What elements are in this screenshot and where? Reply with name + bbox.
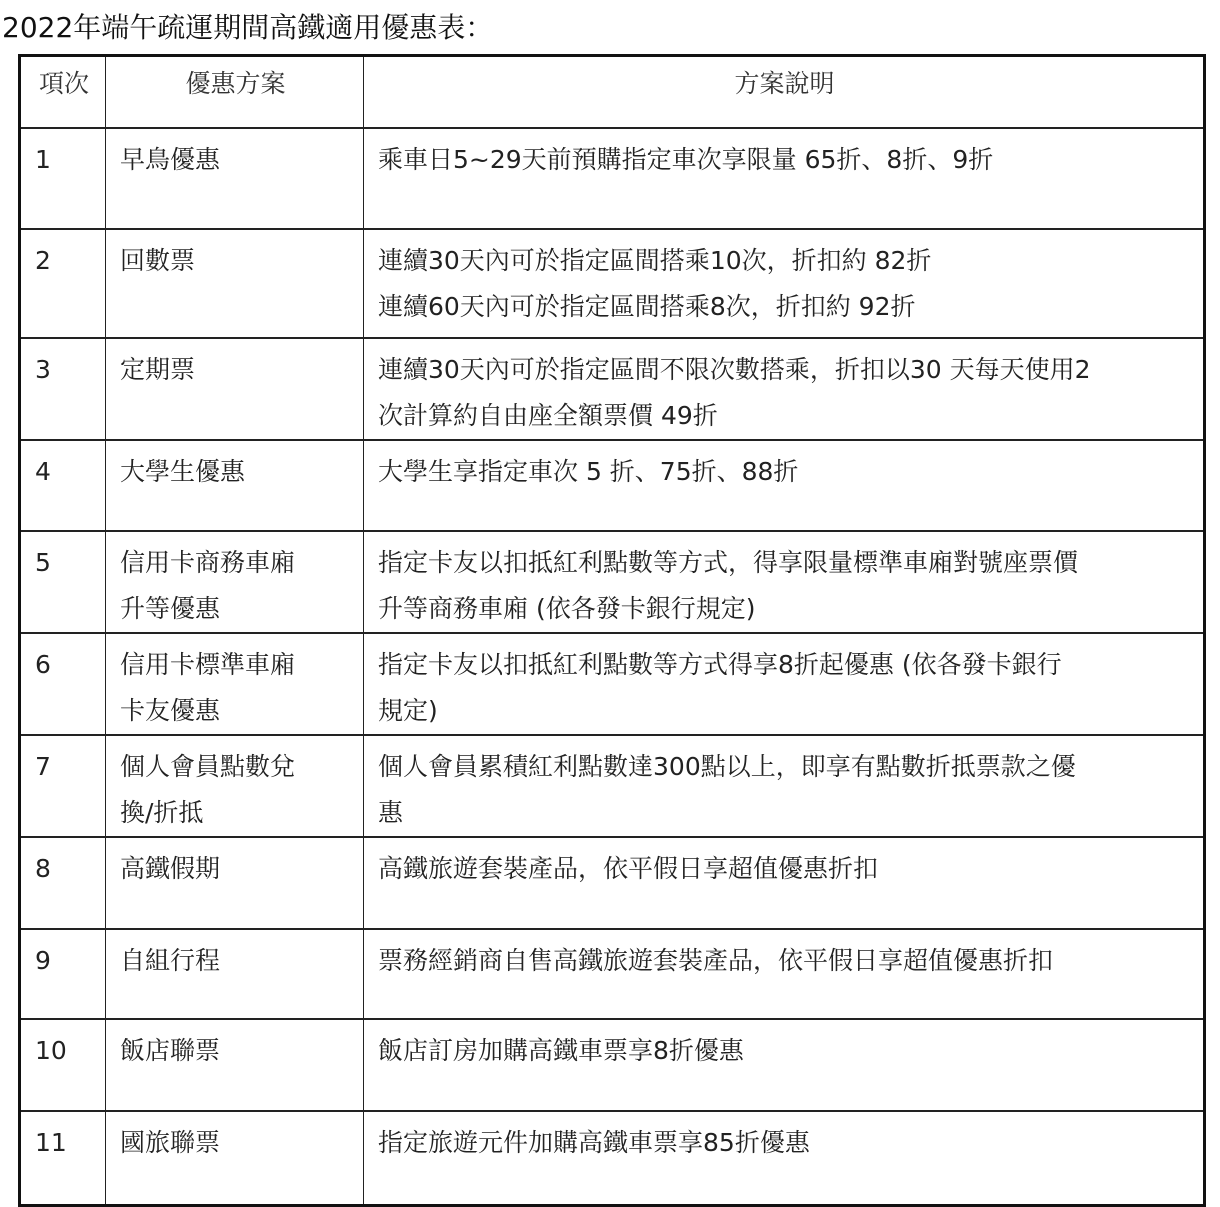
plan-description: 次計算約自由座全額票價 49折 <box>378 400 718 430</box>
plan-name-cell <box>106 1111 364 1206</box>
plan-name: 升等優惠 <box>120 593 221 623</box>
plan-name-cell <box>106 735 364 837</box>
row-number: 11 <box>20 1111 106 1206</box>
plan-description: 連續30天內可於指定區間搭乘10次，折扣約 82折 <box>378 245 932 275</box>
row-number: 7 <box>20 735 106 837</box>
column-header-name: 優惠方案 <box>106 56 364 128</box>
row-number: 3 <box>20 338 106 440</box>
row-number: 4 <box>20 440 106 531</box>
plan-description: 個人會員累積紅利點數達300點以上，即享有點數折抵票款之優 <box>378 751 1076 781</box>
plan-name: 飯店聯票 <box>120 1035 221 1065</box>
plan-name: 高鐵假期 <box>120 853 221 883</box>
row-number: 2 <box>20 229 106 338</box>
plan-description: 高鐵旅遊套裝產品，依平假日享超值優惠折扣 <box>378 853 879 883</box>
plan-description-cell <box>364 633 1205 735</box>
plan-description-cell <box>364 338 1205 440</box>
plan-name-cell <box>106 531 364 633</box>
table-row <box>20 929 1205 1019</box>
plan-description-cell <box>364 1111 1205 1206</box>
plan-description: 乘車日5~29天前預購指定車次享限量 65折、8折、9折 <box>378 144 994 174</box>
page-title: 2022年端午疏運期間高鐵適用優惠表： <box>2 11 494 44</box>
discount-table <box>18 54 1206 1207</box>
table-row <box>20 128 1205 229</box>
table-row <box>20 531 1205 633</box>
table-header-row <box>20 56 1205 128</box>
plan-name-cell <box>106 837 364 929</box>
plan-name-cell <box>106 929 364 1019</box>
table-row <box>20 633 1205 735</box>
plan-description-cell <box>364 929 1205 1019</box>
plan-name: 大學生優惠 <box>120 456 246 486</box>
plan-name-cell <box>106 440 364 531</box>
column-header-no: 項次 <box>20 56 106 128</box>
plan-name: 卡友優惠 <box>120 695 221 725</box>
plan-name: 個人會員點數兌 <box>120 751 296 781</box>
plan-description: 升等商務車廂 (依各發卡銀行規定) <box>378 593 756 623</box>
plan-name: 信用卡標準車廂 <box>120 649 296 679</box>
plan-description: 指定卡友以扣抵紅利點數等方式，得享限量標準車廂對號座票價 <box>378 547 1079 577</box>
plan-name: 換/折抵 <box>120 797 204 827</box>
plan-description: 指定旅遊元件加購高鐵車票享85折優惠 <box>378 1127 810 1157</box>
plan-name-cell <box>106 338 364 440</box>
plan-name-cell <box>106 229 364 338</box>
row-number: 6 <box>20 633 106 735</box>
table-row <box>20 837 1205 929</box>
plan-name-cell <box>106 633 364 735</box>
table-row <box>20 338 1205 440</box>
plan-name: 回數票 <box>120 245 196 275</box>
plan-description-cell <box>364 229 1205 338</box>
plan-description: 規定) <box>378 695 438 725</box>
plan-description-cell <box>364 128 1205 229</box>
row-number: 5 <box>20 531 106 633</box>
plan-description: 指定卡友以扣抵紅利點數等方式得享8折起優惠 (依各發卡銀行 <box>378 649 1062 679</box>
plan-description-cell <box>364 735 1205 837</box>
plan-description: 連續30天內可於指定區間不限次數搭乘，折扣以30 天每天使用2 <box>378 354 1091 384</box>
plan-description-cell <box>364 531 1205 633</box>
table-row <box>20 229 1205 338</box>
plan-description-cell <box>364 1019 1205 1111</box>
row-number: 9 <box>20 929 106 1019</box>
plan-description-cell <box>364 440 1205 531</box>
plan-name: 定期票 <box>120 354 196 384</box>
plan-description: 惠 <box>378 797 404 827</box>
plan-description-cell <box>364 837 1205 929</box>
plan-description: 飯店訂房加購高鐵車票享8折優惠 <box>378 1035 744 1065</box>
plan-name: 自組行程 <box>120 945 221 975</box>
plan-name-cell <box>106 1019 364 1111</box>
plan-name-cell <box>106 128 364 229</box>
table-row <box>20 735 1205 837</box>
plan-description: 票務經銷商自售高鐵旅遊套裝產品，依平假日享超值優惠折扣 <box>378 945 1054 975</box>
table-row <box>20 1111 1205 1206</box>
plan-name: 早鳥優惠 <box>120 144 221 174</box>
table-row <box>20 1019 1205 1111</box>
plan-name: 國旅聯票 <box>120 1127 221 1157</box>
plan-name: 信用卡商務車廂 <box>120 547 296 577</box>
plan-description: 大學生享指定車次 5 折、75折、88折 <box>378 456 799 486</box>
row-number: 8 <box>20 837 106 929</box>
plan-description: 連續60天內可於指定區間搭乘8次，折扣約 92折 <box>378 291 916 321</box>
row-number: 1 <box>20 128 106 229</box>
row-number: 10 <box>20 1019 106 1111</box>
table-row <box>20 440 1205 531</box>
column-header-desc: 方案說明 <box>364 56 1205 128</box>
